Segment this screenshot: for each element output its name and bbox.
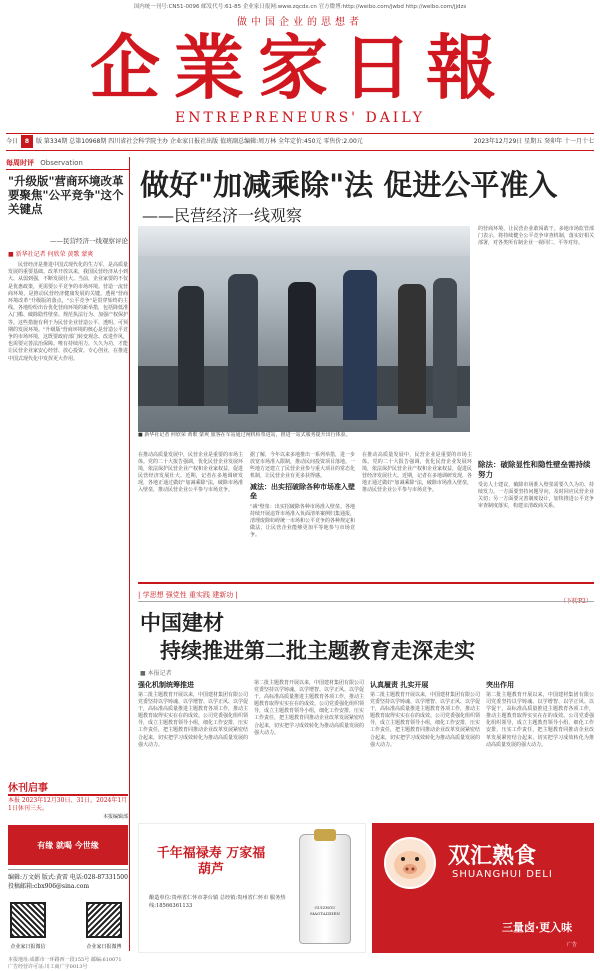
issue-date: 2023年12月29日 星期五 癸卯年 十一月十七 xyxy=(473,138,594,145)
holiday-sign: 本报编辑部 xyxy=(102,814,128,820)
lead-col-2: "减"壁垒：出实招破除各种市场准入壁垒。各地持续开展违背市场准入负面清单案例归集通报，清理废除妨碍统一市场和公平竞争的各种规定和做法，让民营企业能够更加平等地参与市场竞争。 xyxy=(250,504,356,539)
shuanghui-tagline: 三量卤·更入味 xyxy=(502,921,573,934)
editors-info: 编辑:万文娟 版式:黄雷 电话:028-87331500 投稿邮箱:cbx906@sina.com xyxy=(8,869,128,891)
lead-col-2-top: 据了解，今年以来多地推出一系列举措，进一步放宽市场准入限制，推动民间投资项目落地。一些地方还建立了民营企业参与重大项目的常态化机制，让民营企业有更多获得感。 xyxy=(250,452,356,480)
lead-subheadline: ——民营经济一线观察 xyxy=(142,206,303,225)
liquor-ad-details: 酿造单位:贵州省仁怀市茅台镇 总经销:贵州省仁怀市 服务热线:18566361133 xyxy=(149,895,286,909)
divider xyxy=(138,582,594,584)
second-columns xyxy=(138,680,594,820)
second-headline-2[interactable]: 持续推进第二批主题教育走深走实 xyxy=(160,639,475,663)
lead-col-3: 在推动高质量发展中，民营企业是重要的市场主体。党的二十大报告强调，优化民营企业发展环境，依法保护民营企业产权和企业家权益，促进民营经济发展壮大。近期，记者在多地调研发现，各地正通过做好"加减乘除"法，破除市场准入壁垒，推动民营企业公平参与市场竞争。 xyxy=(362,452,473,494)
shuanghui-name: 双汇熟食 xyxy=(448,844,537,869)
lead-right-text-2: 受访人士建议，破除市场准入壁垒需要久久为功、持续发力。一方面要坚持问题导向，及时回应民营企业关切；另一方面要完善制度设计，加快推进公平竞争审查制度落实，构建亲清政商关系。 xyxy=(478,482,594,510)
theme-band: | 学思想 强党性 重实践 建新功 | xyxy=(138,588,594,602)
qr-code-icon[interactable] xyxy=(10,902,46,938)
holiday-notice xyxy=(8,779,128,796)
left-headline[interactable]: "升级版"营商环境改革要聚焦"公平竞争"这个关键点 xyxy=(8,174,124,216)
issue-info-bar xyxy=(6,133,594,151)
continued-note[interactable]: （下转P2） xyxy=(560,598,592,605)
ad-mark: 广告 xyxy=(567,942,578,948)
lead-columns xyxy=(138,452,474,587)
left-subtitle: ——民营经济一线观察评论 xyxy=(50,237,128,245)
right-section-head: 除法：破除显性和隐性壁垒需持续努力 xyxy=(478,460,591,479)
pig-logo-icon xyxy=(384,837,436,889)
footer-address: 本报地址:成都市一环路西一段155号 邮编:610071 广告经营许可证:川工商广字0013号 xyxy=(8,957,122,970)
left-byline: ■ 新华社记者 何欣荣 黄歌 蒙爽 xyxy=(8,251,94,258)
second-sub2: 认真履责 扎实开展 xyxy=(370,680,429,689)
section-en: Observation xyxy=(40,159,83,167)
masthead-english: ENTREPRENEURS' DAILY xyxy=(175,110,425,126)
left-column xyxy=(6,157,130,970)
second-col-4: 第二批主题教育开展以来，中国建材集团有限公司党委坚持以学铸魂、以学增智、以学正风、以学促干，高标准高质量推进主题教育各项工作，推动主题教育取得实实在在的成效。公司党委强化组织领导，成立主题教育领导小组，细化工作安排，压实工作责任，把主题教育同推动企业改革发展紧密结合起来，切实把学习成效转化为推动高质量发展的强大动力。 xyxy=(486,692,594,748)
lead-photo[interactable] xyxy=(138,226,470,432)
holiday-text: 本报 2023年12月30日、31日，2024年1月1日休刊三天。 xyxy=(8,797,128,812)
left-body-text: 民营经济是推进中国式现代化的生力军，是高质量发展的重要基础。改革开放以来，我国民营经济从小到大、从弱到强，不断发展壮大。当前，企业家要的不仅是优惠政策，更需要公平竞争的市场环境。营造一流营商环境，是推动民营经济健康发展的关键。透视"营商环境改革"升级版的落点，"公平竞争"是贯穿始终的主线。各地纷纷出台优化营商环境的新举措，包括降低准入门槛、破除隐性壁垒、规范执法行为、加强产权保护等。这些措施有利于为民营企业营造公平、透明、可预期的发展环境。"升级版"营商环境的核心是营造公平竞争的市场环境，这既要政府部门转变观念、改进作风，也需要完善法治保障。唯有持续用力、久久为功，才能让民营企业家安心经营、放心投资、专心创业，在推进中国式现代化中发挥更大作用。 xyxy=(8,262,129,362)
second-sub1: 强化机制统筹推进 xyxy=(138,680,194,689)
slogan: 做中国企业的思想者 xyxy=(237,17,363,28)
qr-left-caption: 企业家日报微信 xyxy=(10,944,46,950)
lead-col-1: 在推动高质量发展中，民营企业是重要的市场主体。党的二十大报告强调，优化民营企业发展环境，依法保护民营企业产权和企业家权益，促进民营经济发展壮大。近期，记者在多地调研发现，各地正通过做好"加减乘除"法，破除市场准入壁垒，推动民营企业公平参与市场竞争。 xyxy=(138,452,244,494)
second-reporter: ■ 本报记者 xyxy=(140,670,172,677)
liquor-ad-title: 千年福禄寿 万家福葫芦 xyxy=(156,846,266,877)
qr-right-caption: 企业家日报微博 xyxy=(86,944,122,950)
issue-details: 版 第334期 总第10968期 四川省社会科学院主办 企业家日报社出版 值班副总编辑:周万林 全年定价:450元 零售价:2.00元 xyxy=(36,138,363,145)
top-info-line: 国内统一刊号:CN51-0096 邮发代号:61-85 企业家日报网:www.zqcdx.cn 官方微博:http://weibo.com/jwbd http://weibo.com/jjdzs xyxy=(133,4,467,10)
photo-caption: ■ 新华社记者 何欣荣 黄歌 蒙爽 旅客在车站通过闸机检票进站，推进一站式服务提升出行体验。 xyxy=(138,432,351,438)
qr-code-icon[interactable] xyxy=(86,902,122,938)
shuanghui-ad[interactable] xyxy=(372,823,594,953)
second-col-1: 第二批主题教育开展以来，中国建材集团有限公司党委坚持以学铸魂、以学增智、以学正风、以学促干，高标准高质量推进主题教育各项工作，推动主题教育取得实实在在的成效。公司党委强化组织领导，成立主题教育领导小组，细化工作安排，压实工作责任，把主题教育同推动企业改革发展紧密结合起来，切实把学习成效转化为推动高质量发展的强大动力。 xyxy=(138,692,249,748)
today-label: 今日 xyxy=(6,138,19,145)
lead-right-text: 的营商环境，让民营企业敢闯敢干。多地市场监管部门表示，将持续健全公平竞争审查机制，落实好相关部署，对各类所有制企业一视同仁、平等对待。 xyxy=(478,226,594,247)
observation-bar xyxy=(6,157,130,170)
holiday-body xyxy=(8,797,128,813)
holiday-title: 休刊启事 xyxy=(8,779,128,796)
second-headline-1[interactable]: 中国建材 xyxy=(140,611,224,635)
second-col-3: 第二批主题教育开展以来，中国建材集团有限公司党委坚持以学铸魂、以学增智、以学正风、以学促干，高标准高质量推进主题教育各项工作，推动主题教育取得实实在在的成效。公司党委强化组织领导，成立主题教育领导小组，细化工作安排，压实工作责任，把主题教育同推动企业改革发展紧密结合起来，切实把学习成效转化为推动高质量发展的强大动力。 xyxy=(370,692,481,748)
page-badge: 8 xyxy=(21,135,33,148)
liquor-ad[interactable] xyxy=(138,823,366,953)
section-label: 每周时评 xyxy=(6,159,34,167)
bottle-label: GUIZHOU MAOTAIZHEN xyxy=(310,905,340,916)
second-sub3: 突出作用 xyxy=(486,680,514,689)
second-col-2: 第二批主题教育开展以来，中国建材集团有限公司党委坚持以学铸魂、以学增智、以学正风、以学促干，高标准高质量推进主题教育各项工作，推动主题教育取得实实在在的成效。公司党委强化组织领导，成立主题教育领导小组，细化工作安排，压实工作责任，把主题教育同推动企业改革发展紧密结合起来，切实把学习成效转化为推动高质量发展的强大动力。 xyxy=(254,680,365,736)
small-ad-banner[interactable]: 有缘 就喝 今世缘 xyxy=(8,825,128,865)
masthead-title: 企業家日報 xyxy=(90,27,510,109)
reduce-subhead: 减法：出实招破除各种市场准入壁垒 xyxy=(250,482,355,500)
bottle-icon xyxy=(299,834,351,944)
shuanghui-english: SHUANGHUI DELI xyxy=(452,869,553,880)
lead-headline[interactable]: 做好"加减乘除"法 促进公平准入 xyxy=(140,168,558,202)
